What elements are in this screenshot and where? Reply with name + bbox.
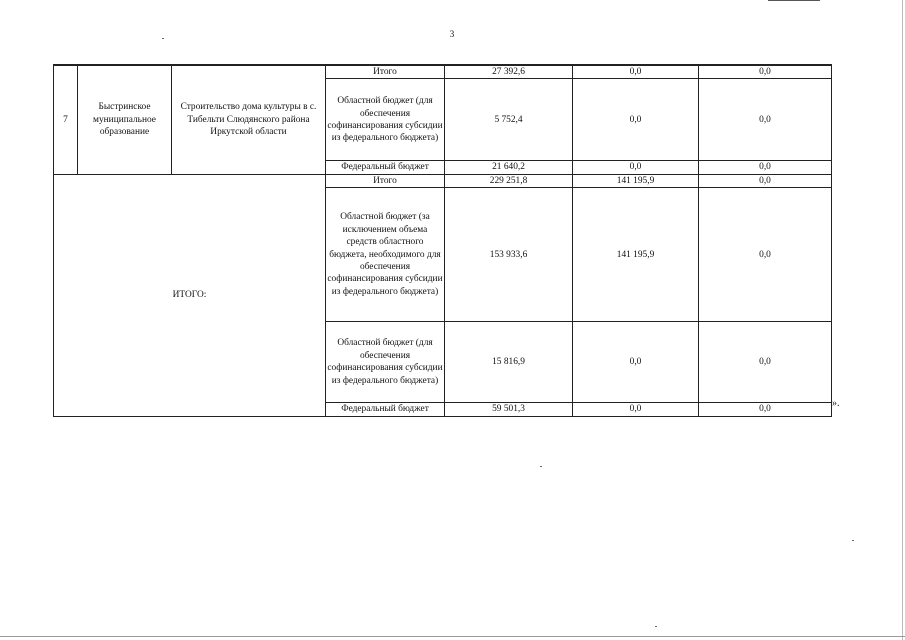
page-number: 3 (449, 29, 455, 39)
value-col-2: 141 195,9 (573, 188, 699, 322)
budget-table (53, 64, 832, 417)
value-col-3: 0,0 (699, 403, 832, 416)
value-col-1: 15 816,9 (445, 322, 573, 403)
value-col-1: 27 392,6 (445, 65, 573, 79)
value-col-1: 21 640,2 (445, 161, 573, 174)
value-col-3: 0,0 (699, 161, 832, 174)
budget-line-label: Областной бюджет (для обеспечения софинансирования субсидии из федерального бюджета) (326, 322, 445, 403)
budget-line-label: Итого (326, 174, 445, 187)
value-col-3: 0,0 (699, 188, 832, 322)
value-col-3: 0,0 (699, 174, 832, 187)
value-col-2: 0,0 (573, 322, 699, 403)
scan-speck (852, 540, 854, 541)
scan-speck (655, 626, 657, 627)
right-edge-line (902, 0, 903, 640)
project-name: Строительство дома культуры в с. Тибельти Слюдянского района Иркутской области (172, 65, 326, 174)
closing-quote-mark: ». (832, 398, 840, 409)
table-row (54, 65, 832, 79)
value-col-2: 0,0 (573, 65, 699, 79)
value-col-1: 229 251,8 (445, 174, 573, 187)
table-row (54, 174, 832, 187)
value-col-2: 0,0 (573, 403, 699, 416)
total-label: ИТОГО: (54, 174, 326, 416)
budget-line-label: Федеральный бюджет (326, 403, 445, 416)
top-edge-line (768, 0, 820, 1)
scan-speck (162, 38, 164, 39)
budget-line-label: Итого (326, 65, 445, 79)
row-number: 7 (54, 65, 78, 174)
budget-line-label: Федеральный бюджет (326, 161, 445, 174)
value-col-2: 0,0 (573, 79, 699, 161)
value-col-1: 5 752,4 (445, 79, 573, 161)
value-col-1: 59 501,3 (445, 403, 573, 416)
budget-line-label: Областной бюджет (для обеспечения софинансирования субсидии из федерального бюджета) (326, 79, 445, 161)
budget-line-label: Областной бюджет (за исключением объема средств областного бюджета, необходимого для обеспечения софинансирования субсидии из федерального бюджета) (326, 188, 445, 322)
scan-speck (540, 466, 542, 467)
bottom-edge-line (0, 636, 905, 637)
municipality-name: Быстринское муниципальное образование (78, 65, 172, 174)
value-col-2: 0,0 (573, 161, 699, 174)
value-col-2: 141 195,9 (573, 174, 699, 187)
value-col-3: 0,0 (699, 79, 832, 161)
value-col-3: 0,0 (699, 65, 832, 79)
value-col-3: 0,0 (699, 322, 832, 403)
value-col-1: 153 933,6 (445, 188, 573, 322)
